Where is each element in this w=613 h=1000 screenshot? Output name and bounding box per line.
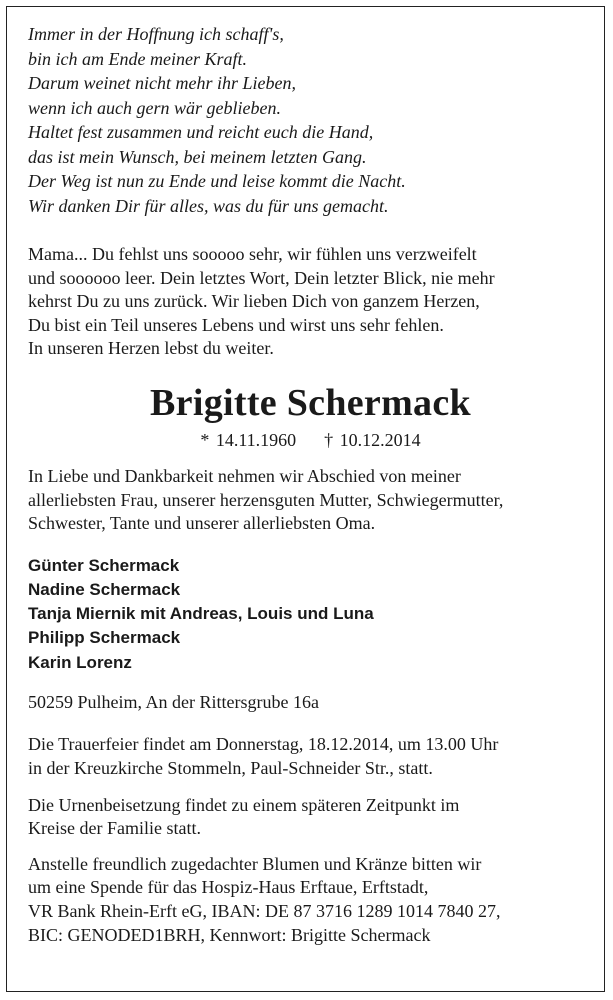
urn-burial-info: [28, 794, 593, 841]
donation-line: BIC: GENODED1BRH, Kennwort: Brigitte Schermack: [28, 924, 431, 945]
tribute-paragraph: [28, 243, 593, 361]
donation-line: VR Bank Rhein-Erft eG, IBAN: DE 87 3716 1289 1014 7840 27,: [28, 900, 501, 921]
service-line: Die Trauerfeier findet am Donnerstag, 18.12.2014, um 13.00 Uhr: [28, 734, 499, 755]
farewell-paragraph: [28, 465, 593, 536]
service-line: in der Kreuzkirche Stommeln, Paul-Schneider Str., statt.: [28, 757, 433, 778]
mourner-name: Karin Lorenz: [28, 652, 132, 672]
deceased-name: Brigitte Schermack: [150, 381, 471, 424]
poem-line: wenn ich auch gern wär geblieben.: [28, 97, 281, 118]
poem-line: Haltet fest zusammen und reicht euch die Hand,: [28, 122, 374, 142]
mourner-name: Philipp Schermack: [28, 628, 181, 648]
donation-line: um eine Spende für das Hospiz-Haus Erftaue, Erftstadt,: [28, 877, 429, 898]
donation-request: [28, 853, 593, 947]
tribute-line: kehrst Du zu uns zurück. Wir lieben Dich von ganzem Herzen,: [28, 291, 480, 312]
tribute-line: Mama... Du fehlst uns sooooo sehr, wir fühlen uns verzweifelt: [28, 244, 477, 264]
poem-line: bin ich am Ende meiner Kraft.: [28, 48, 247, 69]
tribute-line: und soooooo leer. Dein letztes Wort, Dein letzter Blick, nie mehr: [28, 267, 495, 288]
tribute-line: Du bist ein Teil unseres Lebens und wirst uns sehr fehlen.: [28, 314, 444, 335]
memorial-poem: [28, 22, 593, 218]
farewell-line: Schwester, Tante und unserer allerliebsten Oma.: [28, 513, 376, 534]
mourner-name: Nadine Schermack: [28, 579, 181, 599]
burial-line: Die Urnenbeisetzung findet zu einem späteren Zeitpunkt im: [28, 794, 460, 815]
farewell-line: In Liebe und Dankbarkeit nehmen wir Abschied von meiner: [28, 465, 461, 486]
funeral-service-info: [28, 733, 593, 780]
poem-line: Darum weinet nicht mehr ihr Lieben,: [28, 73, 296, 93]
poem-line: Der Weg ist nun zu Ende und leise kommt die Nacht.: [28, 171, 406, 191]
tribute-line: In unseren Herzen lebst du weiter.: [28, 338, 274, 359]
donation-line: Anstelle freundlich zugedachter Blumen und Kränze bitten wir: [28, 853, 482, 874]
death-date: † 10.12.2014: [324, 429, 421, 450]
poem-line: Immer in der Hoffnung ich schaff's,: [28, 24, 284, 44]
life-dates: [28, 429, 593, 451]
mourners-list: [28, 554, 593, 675]
burial-line: Kreise der Familie statt.: [28, 818, 201, 839]
birth-date: * 14.11.1960: [200, 429, 297, 450]
obituary-notice: [28, 22, 593, 947]
family-address: 50259 Pulheim, An der Rittersgrube 16a: [28, 691, 319, 712]
poem-line: das ist mein Wunsch, bei meinem letzten Gang.: [28, 146, 367, 167]
farewell-line: allerliebsten Frau, unserer herzensguten Mutter, Schwiegermutter,: [28, 489, 504, 510]
poem-line: Wir danken Dir für alles, was du für uns gemacht.: [28, 195, 389, 216]
mourner-name: Tanja Miernik mit Andreas, Louis und Luna: [28, 604, 374, 624]
mourner-name: Günter Schermack: [28, 555, 180, 575]
